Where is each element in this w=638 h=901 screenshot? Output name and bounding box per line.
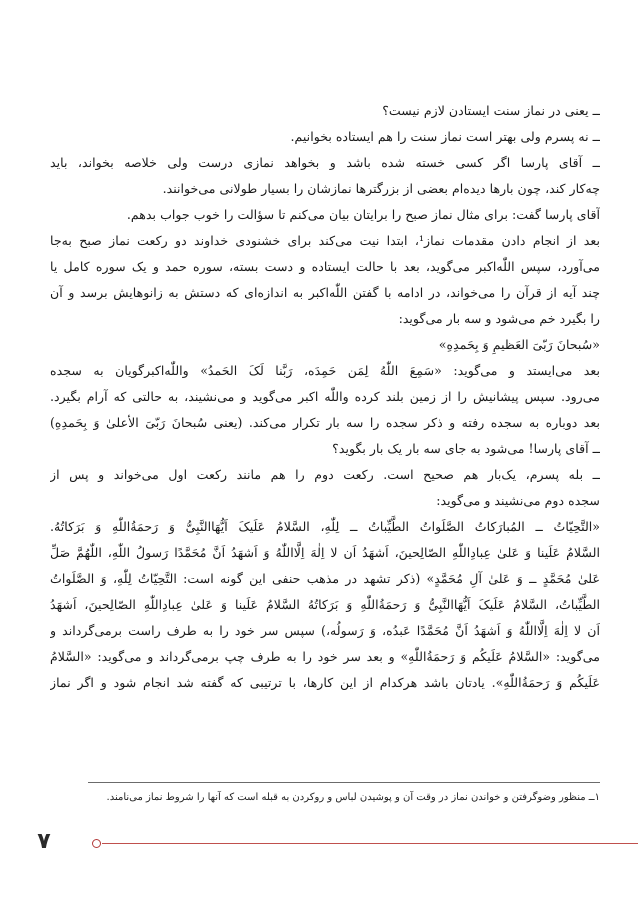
body-line: می‌گوید: «السَّلامُ عَلَیکُم وَ رَحمَةُاللّٰهِ» و بعد سر خود را به طرف چپ برمی‌گرداند و می‌گوید: «السَّلامُ [50,649,600,664]
body-line: بعد دوباره به سجده رفته و ذکر سجده را سه بار تکرار می‌کند. (یعنی سُبحانَ رَبّیَ الأعلیٰ وَ بِحَمدِهِ) [50,415,600,430]
dhikr-line: «سُبحانَ رَبّیَ العَظیمِ وَ بِحَمدِهِ» [438,337,600,352]
tashahhud-line: الطَّیِّباتُ، السَّلامُ عَلَیکَ اَیُّهَاالنَّبِیُّ وَ رَحمَةُاللّٰهِ وَ بَرَکاتُهُ السَّلامُ عَلَینا وَ عَلیٰ عِبادِاللّٰهِ الصّالِحینَ، اَشهَدُ [50,597,600,612]
footer-rule [102,843,638,844]
body-line: را بگیرد خم می‌شود و سه بار می‌گوید: [398,311,600,326]
body-line: چند آیه از قرآن را می‌خواند، در ادامه با گفتن اللّٰه‌اکبر به اندازه‌ای که دستش به زانوهایش برسد و آن [50,285,600,300]
body-line: می‌آورد، سپس اللّٰه‌اکبر می‌گوید، بعد با حالت ایستاده و دست بسته، سوره حمد و یک سوره کامل یا [50,259,600,274]
body-line: ــ آقای پارسا! می‌شود به جای سه بار یک بار بگوید؟ [332,441,600,456]
body-line: اَن لا اِلٰهَ اِلَّااللّٰهُ وَ اَشهَدُ اَنَّ مُحَمَّدًا عَبدُه، وَ رَسولُه،) سپس سر خود را به طرف راست برمی‌گرداند و [50,623,600,638]
body-line: ــ آقای پارسا اگر کسی خسته شده باشد و بخواهد نمازی درست ولی خلاصه بخواند، باید [50,155,600,170]
body-line: ــ یعنی در نماز سنت ایستادن لازم نیست؟ [382,103,600,118]
body-line: می‌رود. سپس پیشانیش را از زمین بلند کرده واللّٰه اکبر می‌گوید و می‌نشیند، به حالتی که آرام بگیرد. [50,389,600,404]
body-line: بعد می‌ایستد و می‌گوید: «سَمِعَ اللّٰهُ لِمَن حَمِدَه، رَبَّنا لَکَ الحَمدُ» واللّٰه‌اکبرگویان به سجده [50,363,600,378]
body-line: ــ بله پسرم، یک‌بار هم صحیح است. رکعت دوم را هم مانند رکعت اول می‌خواند و پس از [50,467,600,482]
tashahhud-line: السَّلامُ عَلَینا وَ عَلیٰ عِبادِاللّٰهِ الصّالِحینَ، اَشهَدُ اَن لا اِلٰهَ اِلَّااللّٰهُ وَ اَشهَدُ اَنَّ مُحَمَّدًا رَسولُ اللّٰهِ، اللّٰهُمَّ صَلِّ [50,545,600,560]
body-line: بعد از انجام دادن مقدمات نماز¹، ابتدا نیت می‌کند برای خشنودی خداوند دو رکعت نماز صبح به‌جا [50,233,600,248]
tashahhud-line: عَلیٰ مُحَمَّدٍ ــ وَ عَلیٰ آلِ مُحَمَّدٍ» (ذکر تشهد در مذهب حنفی این گونه است: التَّحِیّاتُ لِلّٰهِ، وَ الصَّلَواتُ [50,571,600,586]
footnote: ۱ــ منظور وضوگرفتن و خواندن نماز در وقت آن و پوشیدن لباس و روکردن به قبله است که آنها را شروط نماز می‌نامند. [106,792,600,803]
tashahhud-line: «التَّحِیّاتُ ــ المُبارَکاتُ الصَّلَواتُ الطَّیِّباتُ ــ لِلّٰهِ، السَّلامُ عَلَیکَ اَیُّهَاالنَّبِیُّ وَ رَحمَةُاللّٰهِ وَ بَرَکاتُهُ. [50,519,600,534]
body-line: ــ نه پسرم ولی بهتر است نماز سنت را هم ایستاده بخوانیم. [290,129,600,144]
page-number: ۷ [37,829,51,854]
body-line: آقای پارسا گفت: برای مثال نماز صبح را برایتان بیان می‌کنم تا سؤالت را خوب جواب بدهم. [126,207,600,222]
body-line: سجده دوم می‌نشیند و می‌گوید: [436,493,600,508]
footnote-divider [88,782,600,783]
body-line: عَلَیکُم وَ رَحمَةُاللّٰهِ». یادتان باشد هرکدام از این کارها، با ترتیبی که گفته شد انجام شود و اگر نماز [50,675,600,690]
page-number-ornament-icon [92,839,101,848]
body-text [50,98,600,696]
body-line: چه‌کار کند، چون بارها دیده‌ام بعضی از بزرگترها نمازشان را بسیار طولانی می‌خوانند. [162,181,600,196]
